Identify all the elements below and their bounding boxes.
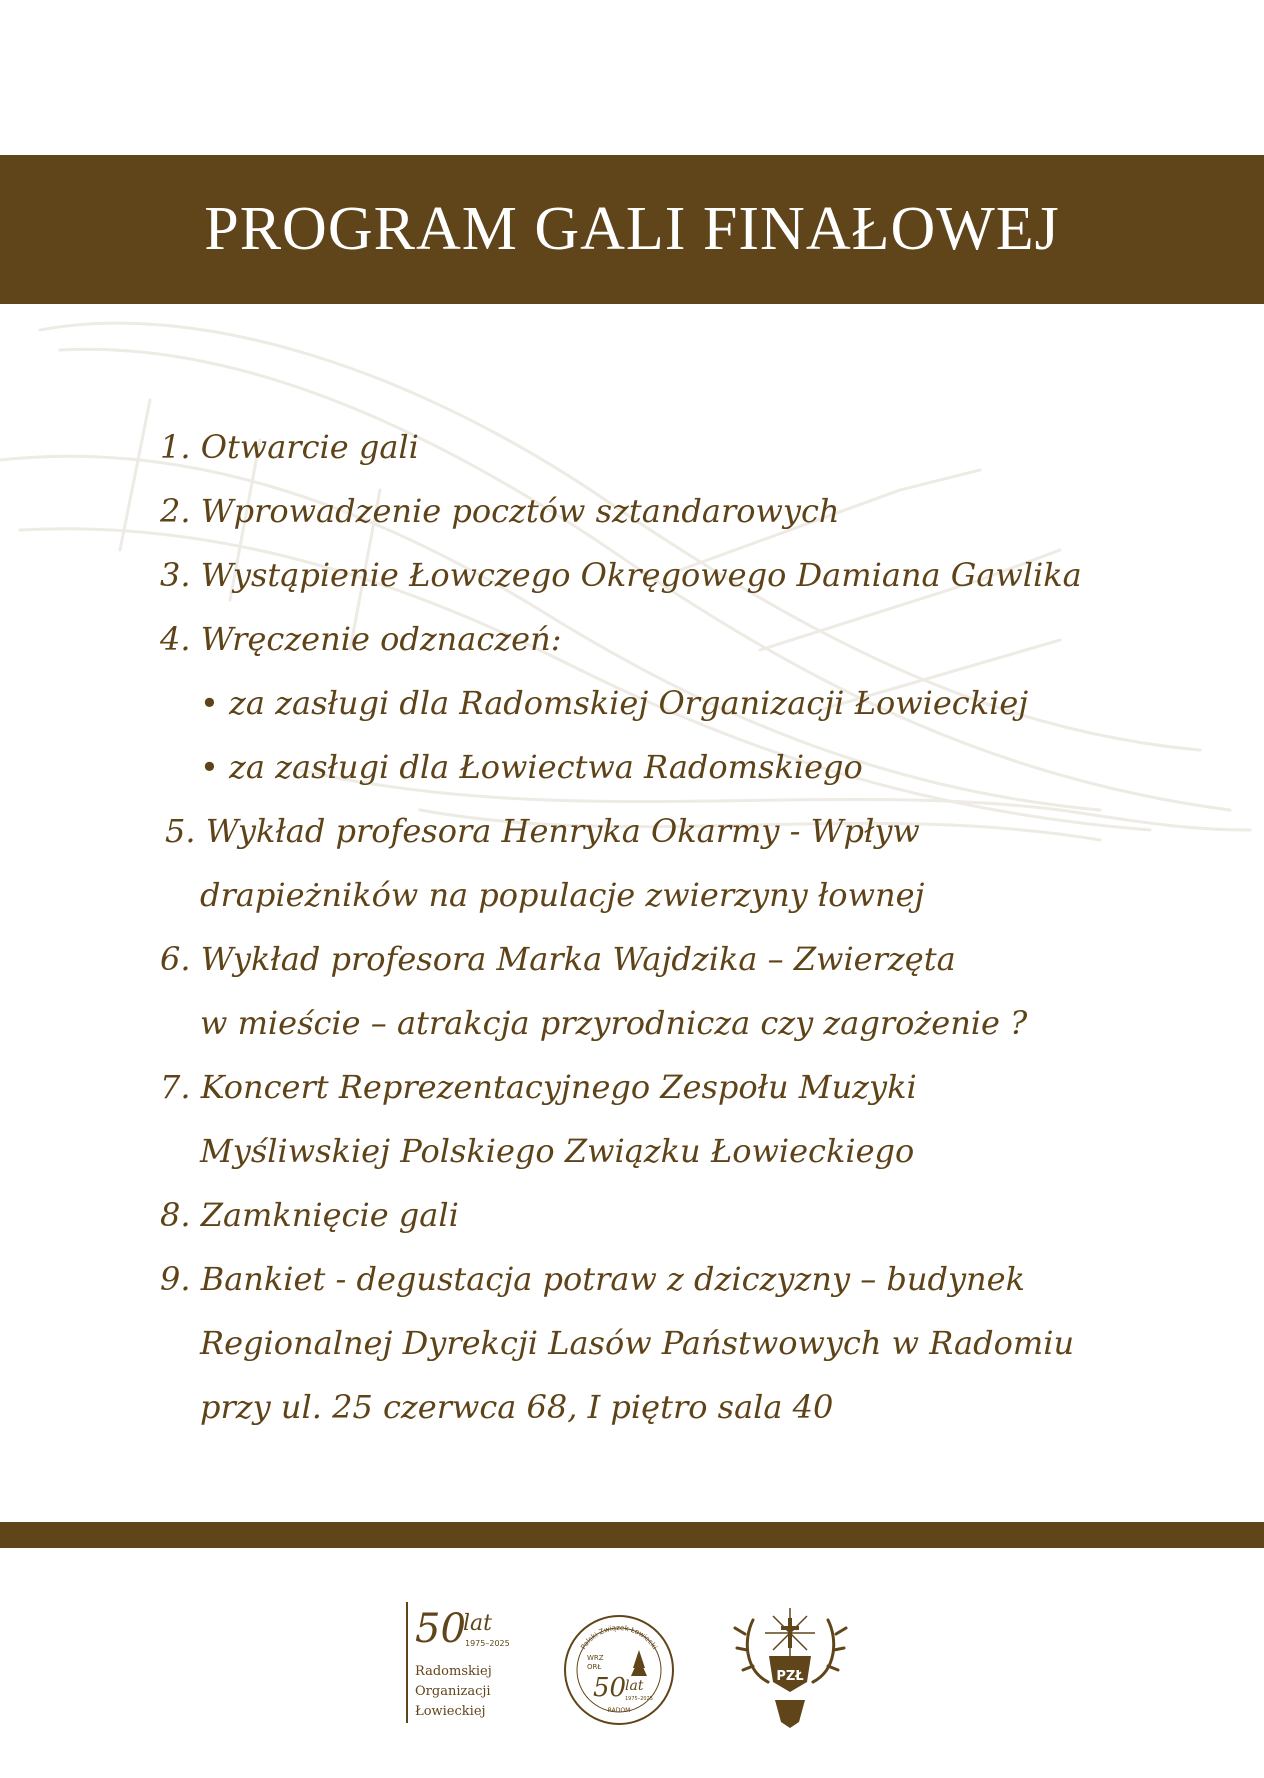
footer-band xyxy=(0,1522,1264,1548)
seal-left-text: WRZ xyxy=(587,1654,604,1662)
anniversary-number: 50 xyxy=(415,1606,466,1652)
anniversary-years: 1975–2025 xyxy=(465,1639,510,1648)
list-item-continuation: przy ul. 25 czerwca 68, I piętro sala 40 xyxy=(200,1388,834,1426)
seal-left-text2: ORŁ xyxy=(587,1663,602,1671)
anniversary-line1: Radomskiej xyxy=(415,1664,492,1679)
seal-logo xyxy=(563,1614,675,1726)
program-list xyxy=(160,415,1160,1439)
list-item-continuation: Myśliwskiej Polskiego Związku Łowieckiego xyxy=(200,1132,915,1170)
list-item: 6. Wykład profesora Marka Wajdzika – Zwierzęta xyxy=(160,940,956,978)
pzl-logo xyxy=(733,1600,848,1730)
tree-icon xyxy=(631,1650,647,1676)
seal-years: 1975–2025 xyxy=(625,1696,653,1702)
list-item: 8. Zamknięcie gali xyxy=(160,1196,459,1234)
anniversary-line2: Organizacji xyxy=(415,1684,491,1699)
seal-ring-text: Polski Związek Łowiecki xyxy=(579,1623,659,1651)
list-item: 7. Koncert Reprezentacyjnego Zespołu Muzyki xyxy=(160,1068,917,1106)
list-item: 2. Wprowadzenie pocztów sztandarowych xyxy=(160,492,840,530)
seal-word: lat xyxy=(625,1678,644,1694)
anniversary-line3: Łowieckiej xyxy=(415,1704,486,1719)
list-item: 1. Otwarcie gali xyxy=(160,428,419,466)
logo-row xyxy=(0,1600,1264,1750)
list-item-continuation: w mieście – atrakcja przyrodnicza czy zagrożenie ? xyxy=(200,1004,1028,1042)
page-title: PROGRAM GALI FINAŁOWEJ xyxy=(204,195,1060,263)
list-item: 3. Wystąpienie Łowczego Okręgowego Damiana Gawlika xyxy=(160,556,1082,594)
list-item: 5. Wykład profesora Henryka Okarmy - Wpływ xyxy=(165,812,920,850)
seal-bottom: RADOM xyxy=(607,1707,631,1714)
list-item: 9. Bankiet - degustacja potraw z dziczyzny – budynek xyxy=(160,1260,1025,1298)
list-subitem: • za zasługi dla Łowiectwa Radomskiego xyxy=(200,748,863,786)
anniversary-logo xyxy=(405,1600,525,1725)
pzl-text: PZŁ xyxy=(776,1669,804,1684)
deer-skull-icon xyxy=(775,1700,805,1728)
list-item-continuation: drapieżników na populacje zwierzyny łownej xyxy=(200,876,925,914)
list-subitem: • za zasługi dla Radomskiej Organizacji Łowieckiej xyxy=(200,684,1029,722)
seal-number: 50 xyxy=(593,1673,627,1703)
anniversary-word: lat xyxy=(463,1611,492,1636)
header-band xyxy=(0,155,1264,304)
list-item-continuation: Regionalnej Dyrekcji Lasów Państwowych w Radomiu xyxy=(200,1324,1075,1362)
list-item: 4. Wręczenie odznaczeń: xyxy=(160,620,562,658)
